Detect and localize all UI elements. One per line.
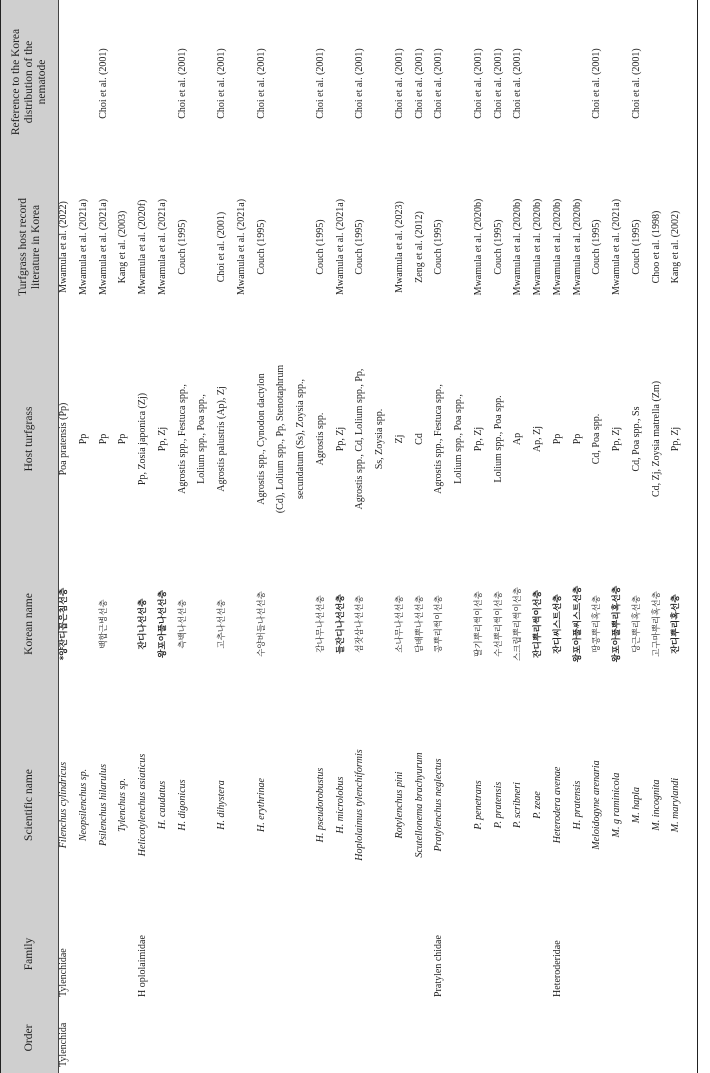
table-row xyxy=(670,0,682,1073)
reference-cell: Choi et al. (2001) xyxy=(630,48,642,119)
table-row xyxy=(216,0,228,1073)
korean-name-cell: 소나무나선선충 xyxy=(394,595,405,653)
header-reference: Reference to the Korea distribution of the nematode xyxy=(10,28,48,136)
scientific-name-cell: H. erythrinae xyxy=(255,778,267,832)
literature-cell: Couch (1995) xyxy=(630,219,642,275)
family-cell: Tylenchidae xyxy=(58,948,69,997)
host-turfgrass-cell: Pp, Zj xyxy=(156,426,168,452)
literature-cell: Mwamula et al. (2021a) xyxy=(611,198,622,296)
scientific-name-cell: P. zeae xyxy=(532,791,543,819)
scientific-name-cell: Filenchus cylindricus xyxy=(58,761,69,849)
scientific-name-cell: H. dihystera xyxy=(216,780,227,830)
scientific-name-cell: Hoplolaimus tylenchiformis xyxy=(354,749,366,861)
table-row xyxy=(631,0,643,1073)
scientific-name-cell xyxy=(196,705,208,905)
reference-cell: Choi et al. (2001) xyxy=(314,48,326,119)
literature-cell: Mwamula et al. (2021a) xyxy=(235,198,247,296)
literature-cell: Mwamula et al. (2020b) xyxy=(551,198,563,296)
korean-name-cell: 딸기뿌리썩이선충 xyxy=(473,591,484,657)
korean-name-cell: 콩뿌리썩이선충 xyxy=(434,595,445,653)
scientific-name-cell: M. marylandi xyxy=(670,777,682,833)
scientific-name-cell xyxy=(453,705,465,905)
scientific-name-cell xyxy=(275,705,287,905)
korean-name-cell: 백합근병선충 xyxy=(98,599,109,649)
host-turfgrass-cell: Ap xyxy=(512,432,524,446)
family-cell: Heteroderidae xyxy=(551,940,563,997)
reference-cell xyxy=(670,6,682,161)
host-turfgrass-cell: Pp xyxy=(551,433,563,445)
reference-cell xyxy=(651,6,663,161)
table-row xyxy=(591,0,603,1073)
korean-name-cell: 왕포아풀씨스트선충 xyxy=(572,585,583,663)
literature-cell: Kang et al. (2002) xyxy=(670,210,682,284)
literature-cell: Couch (1995) xyxy=(492,219,504,275)
literature-cell: Mwamula et al. (2020b) xyxy=(472,198,484,296)
scientific-name-cell: Neopsilenchus sp. xyxy=(77,768,89,842)
reference-cell: Choi et al. (2001) xyxy=(393,48,405,119)
table-row xyxy=(532,0,544,1073)
table-row xyxy=(295,0,307,1073)
host-turfgrass-cell: Cd, Zj, Zoysia matrella (Zm) xyxy=(650,380,662,498)
literature-cell xyxy=(295,163,307,331)
korean-name-cell: *양잔디꼽은침선충 xyxy=(59,587,69,661)
korean-name-cell: 당근뿌리혹선충 xyxy=(631,595,642,653)
scientific-name-cell xyxy=(236,705,248,905)
reference-cell: Choi et al. (2001) xyxy=(97,48,109,119)
host-turfgrass-cell: (Cd), Lolium spp., Pp, Stenotaphrum xyxy=(275,364,287,514)
scientific-name-cell: P. pratensis xyxy=(492,781,504,829)
table-row xyxy=(374,0,386,1073)
table-row xyxy=(651,0,663,1073)
korean-name-cell: 고구마뿌리혹선충 xyxy=(651,591,662,657)
reference-cell xyxy=(157,6,169,161)
reference-cell xyxy=(236,6,248,161)
table-row xyxy=(335,0,347,1073)
reference-cell: Choi et al. (2001) xyxy=(591,48,603,119)
reference-cell xyxy=(572,6,584,161)
scientific-name-cell: H. caudatus xyxy=(156,780,168,830)
header-family: Family xyxy=(23,937,35,971)
table-row xyxy=(572,0,584,1073)
scientific-name-cell: Meloidogyne arenaria xyxy=(591,760,603,850)
host-turfgrass-cell: Ap, Zj xyxy=(532,425,543,453)
host-turfgrass-cell: Zj xyxy=(393,434,405,444)
host-turfgrass-cell: Poa pratensis (Pp) xyxy=(58,402,69,476)
family-cell: H oplolaimidae xyxy=(137,935,148,997)
header-scientific-name: Scientific name xyxy=(23,769,35,841)
literature-cell: Couch (1995) xyxy=(433,219,445,275)
host-turfgrass-cell: Cd, Poa spp. xyxy=(591,413,603,465)
order-cell: Tylenchida xyxy=(58,1022,69,1067)
literature-cell xyxy=(196,163,208,331)
reference-cell: Choi et al. (2001) xyxy=(354,48,366,119)
host-turfgrass-cell: Agrostis spp., Cynodon dactylon xyxy=(255,373,267,505)
reference-cell xyxy=(295,6,307,161)
korean-name-cell xyxy=(78,545,90,703)
reference-cell: Choi et al. (2001) xyxy=(413,48,425,119)
scientific-name-cell: P. scribneri xyxy=(512,782,524,828)
scientific-name-cell: H. microlobus xyxy=(334,776,346,834)
korean-name-cell xyxy=(295,545,307,703)
korean-name-cell xyxy=(374,545,386,703)
korean-name-cell: 감나무나선선충 xyxy=(315,595,326,653)
scientific-name-cell: Tylenchus sp. xyxy=(117,778,129,832)
host-turfgrass-cell: Pp, Zj xyxy=(472,426,484,452)
korean-name-cell xyxy=(196,545,208,703)
reference-cell xyxy=(137,6,149,161)
reference-cell xyxy=(552,6,564,161)
host-turfgrass-cell: Pp, Zj xyxy=(670,426,682,452)
table-row xyxy=(414,0,426,1073)
header-order: Order xyxy=(23,1024,35,1052)
reference-cell xyxy=(335,6,347,161)
literature-cell: Mwamula et al. (2020b) xyxy=(571,198,583,296)
literature-cell: Zeng et al. (2012) xyxy=(413,211,425,283)
reference-cell: Choi et al. (2001) xyxy=(255,48,267,119)
reference-cell xyxy=(611,6,623,161)
scientific-name-cell: P. penetrans xyxy=(472,780,484,830)
table-row xyxy=(552,0,564,1073)
host-turfgrass-cell: Pp xyxy=(97,433,109,445)
reference-cell xyxy=(374,6,386,161)
reference-cell xyxy=(453,6,465,161)
scientific-name-cell xyxy=(295,705,307,905)
host-turfgrass-cell: Agrostis palustris (Ap), Zj xyxy=(216,386,227,492)
literature-cell xyxy=(453,163,465,331)
literature-cell: Mwamula et al. (2021a) xyxy=(97,198,109,296)
korean-name-cell: 섬잣삼나선선충 xyxy=(355,595,366,653)
scientific-name-cell: Scutellonema brachyurum xyxy=(413,752,425,858)
scientific-name-cell: Pratylenchus neglectus xyxy=(433,758,445,852)
table-row xyxy=(157,0,169,1073)
table-row xyxy=(493,0,505,1073)
table-row xyxy=(78,0,90,1073)
korean-name-cell: 잔디나선선충 xyxy=(138,598,148,650)
scientific-name-cell: H. digonicus xyxy=(176,779,188,831)
korean-name-cell: 잔디씨스트선충 xyxy=(552,594,563,654)
reference-cell xyxy=(117,6,129,161)
table-row xyxy=(315,0,327,1073)
scientific-name-cell: M. g raminicola xyxy=(611,772,622,838)
table-bottom-rule xyxy=(697,0,698,1073)
table-row xyxy=(512,0,524,1073)
korean-name-cell: 잔디뿌리혹선충 xyxy=(671,594,682,654)
korean-name-cell: 측백나선선충 xyxy=(177,599,188,649)
korean-name-cell: 수선뿌리썩이선충 xyxy=(493,591,504,657)
reference-cell: Choi et al. (2001) xyxy=(176,48,188,119)
table-row xyxy=(354,0,366,1073)
table-row xyxy=(453,0,465,1073)
scientific-name-cell: Helicotylenchus asiaticus xyxy=(137,753,148,857)
host-turfgrass-cell: Cd, Poa spp., Ss xyxy=(630,406,642,472)
host-turfgrass-cell: Pp xyxy=(117,433,129,445)
host-turfgrass-cell: Ss, Zoysia spp. xyxy=(374,408,385,470)
family-cell: Pratylen chidae xyxy=(433,935,445,997)
host-turfgrass-cell: secundatum (Ss), Zoysia spp., xyxy=(295,379,306,499)
literature-cell: Couch (1995) xyxy=(176,219,188,275)
host-turfgrass-cell xyxy=(236,333,248,545)
header-literature: Turfgrass host record literature in Korea xyxy=(16,198,42,296)
literature-cell: Mwamula et al. (2023) xyxy=(393,201,405,293)
reference-cell xyxy=(196,6,208,161)
literature-cell xyxy=(374,163,386,331)
korean-name-cell xyxy=(236,545,248,703)
table-row xyxy=(433,0,445,1073)
scientific-name-cell xyxy=(374,705,386,905)
korean-name-cell: 들잔디나선선충 xyxy=(335,594,346,654)
host-turfgrass-cell: Lolium spp., Poa spp., xyxy=(196,394,208,484)
reference-cell: Choi et al. (2001) xyxy=(512,48,524,119)
header-host-turfgrass: Host turfgrass xyxy=(23,406,35,472)
table-row xyxy=(394,0,406,1073)
reference-cell xyxy=(58,6,70,161)
table-header xyxy=(0,0,59,1073)
korean-name-cell: 왕포아풀나선선충 xyxy=(157,590,168,658)
table-row xyxy=(473,0,485,1073)
literature-cell: Mwamula et al. (2020b) xyxy=(512,198,524,296)
reference-cell: Choi et al. (2001) xyxy=(433,48,445,119)
host-turfgrass-cell: Lolium spp., Poa spp., xyxy=(453,394,464,484)
korean-name-cell: 담배뿌나선선충 xyxy=(414,595,425,653)
scientific-name-cell: Heterodera avenae xyxy=(551,766,563,844)
header-korean-name: Korean name xyxy=(23,593,35,655)
host-turfgrass-cell: Pp, Zosia japonica (Zj) xyxy=(137,392,148,486)
host-turfgrass-cell: Pp xyxy=(77,433,89,445)
scientific-name-cell: H. pseudorobustus xyxy=(314,767,326,843)
literature-cell: Couch (1995) xyxy=(591,219,603,275)
literature-cell: Couch (1995) xyxy=(255,219,267,275)
literature-cell: Mwamula et al. (2020f) xyxy=(137,199,148,295)
host-turfgrass-cell: Pp, Zj xyxy=(611,426,622,452)
korean-name-cell: 잔디뿌리썩이선충 xyxy=(533,590,543,658)
literature-cell: Couch (1995) xyxy=(354,219,366,275)
table-row xyxy=(196,0,208,1073)
host-turfgrass-cell: Agrostis spp., Cd, Lolium spp., Pp, xyxy=(354,368,366,510)
table-row xyxy=(137,0,149,1073)
scientific-name-cell: Psilenchus hilarulus xyxy=(97,764,109,846)
reference-cell: Choi et al. (2001) xyxy=(216,48,227,119)
reference-cell xyxy=(275,6,287,161)
table-row xyxy=(117,0,129,1073)
literature-cell: Couch (1995) xyxy=(314,219,326,275)
table-row xyxy=(275,0,287,1073)
literature-cell: Mwamula et al. (2022) xyxy=(58,201,69,293)
table-row xyxy=(256,0,268,1073)
scientific-name-cell: M. incognita xyxy=(650,779,662,831)
scientific-name-cell: M. hapla xyxy=(630,786,642,824)
literature-cell: Choi et al. (2001) xyxy=(216,211,227,283)
korean-name-cell: 땅콩뿌리혹선충 xyxy=(592,595,603,653)
reference-cell: Choi et al. (2001) xyxy=(472,48,484,119)
table-row xyxy=(611,0,623,1073)
korean-name-cell: 수양버들나선선충 xyxy=(256,591,267,657)
host-turfgrass-cell: Agrostis spp., Festuca spp., xyxy=(176,384,188,494)
host-turfgrass-cell: Pp, Zj xyxy=(334,426,346,452)
literature-cell: Mwamula et al. (2021a) xyxy=(156,198,168,296)
literature-cell xyxy=(275,163,287,331)
korean-name-cell: 왕포아풀뿌리혹선충 xyxy=(612,585,622,663)
literature-cell: Mwamula et al. (2021a) xyxy=(77,198,89,296)
host-turfgrass-cell: Pp xyxy=(571,433,583,445)
table-row xyxy=(98,0,110,1073)
host-turfgrass-cell: Agrostis spp. xyxy=(314,412,326,466)
korean-name-cell: 스크립뿌리썩이선충 xyxy=(513,587,524,661)
table-row xyxy=(236,0,248,1073)
korean-name-cell xyxy=(453,545,465,703)
host-turfgrass-cell: Agrostis spp., Festuca spp., xyxy=(433,384,445,494)
host-turfgrass-cell: Cd xyxy=(413,433,425,445)
table-row xyxy=(58,0,70,1073)
literature-cell: Mwamula et al. (2020b) xyxy=(532,198,543,296)
korean-name-cell xyxy=(117,545,129,703)
scientific-name-cell: H. pratensis xyxy=(571,780,583,830)
scientific-name-cell: Rotylenchus pini xyxy=(393,771,405,839)
reference-cell xyxy=(78,6,90,161)
reference-cell xyxy=(532,6,544,161)
korean-name-cell: 고추나선선충 xyxy=(217,599,227,649)
reference-cell: Choi et al. (2001) xyxy=(492,48,504,119)
table-row xyxy=(177,0,189,1073)
korean-name-cell xyxy=(275,545,287,703)
host-turfgrass-cell: Lolium spp., Poa spp. xyxy=(492,395,504,483)
literature-cell: Choo et al. (1998) xyxy=(650,210,662,284)
literature-cell: Kang et al. (2003) xyxy=(117,210,129,284)
literature-cell: Mwamula et al. (2021a) xyxy=(334,198,346,296)
